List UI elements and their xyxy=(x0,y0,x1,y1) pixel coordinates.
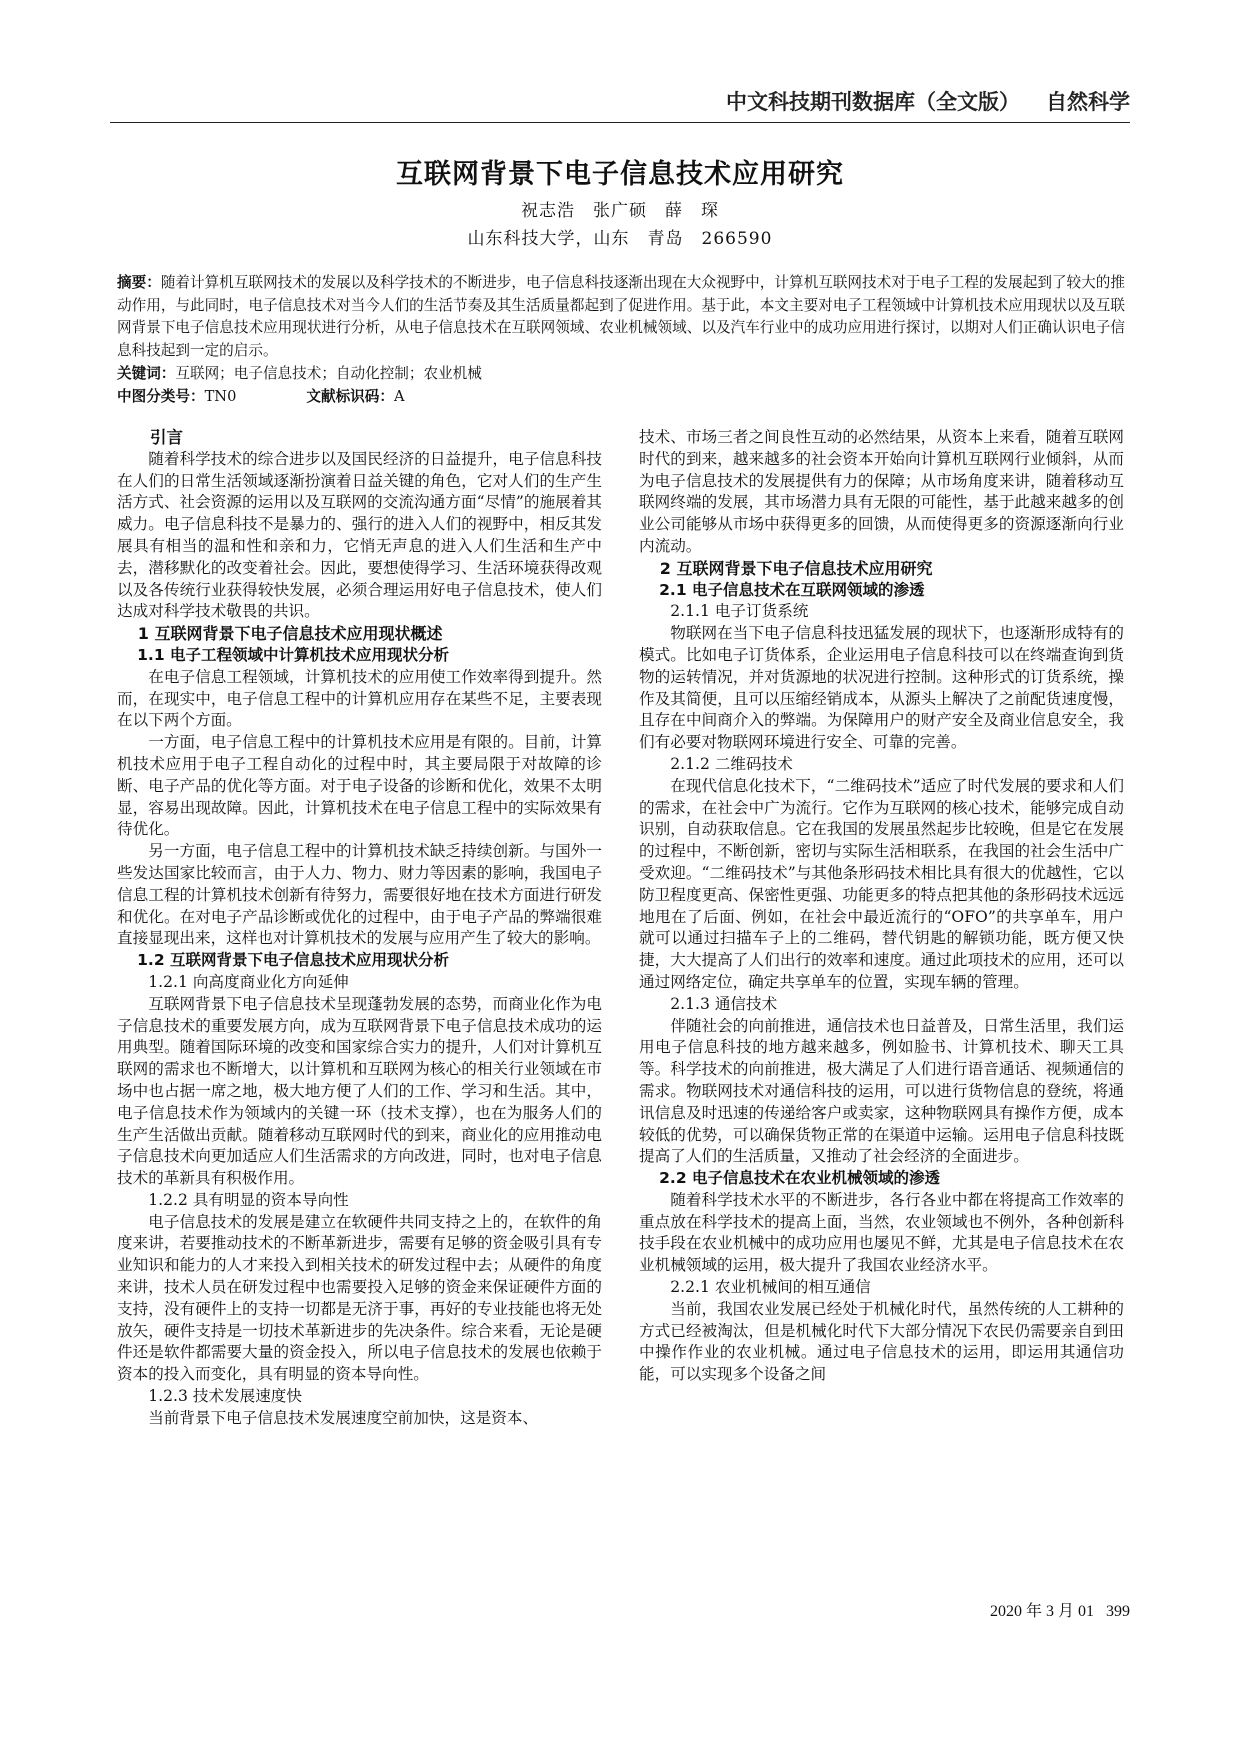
paragraph: 在现代信息化技术下，“二维码技术”适应了时代发展的要求和人们的需求，在社会中广为流行。它作为互联网的核心技术，能够完成自动识别，自动获取信息。它在我国的发展虽然起步比较晚，但是它在发展的过程中，不断创新，密切与实际生活相联系，在我国的社会生活中广受欢迎。“二维码技术”与其他条形码技术相比具有很大的优越性，它以防卫程度更高、保密性更强、功能更多的特点把其他的条形码技术远远地甩在了后面、例如，在社会中最近流行的“OFO”的共享单车，用户就可以通过扫描车子上的二维码，替代钥匙的解锁功能，既方便又快捷，大大提高了人们出行的效率和速度。通过此项技术的应用，还可以通过网络定位，确定共享单车的位置，实现车辆的管理。 xyxy=(639,776,1124,991)
subsubsection-heading: 1.2.1 向高度商业化方向延伸 xyxy=(148,972,349,991)
paragraph: 另一方面，电子信息工程中的计算机技术缺乏持续创新。与国外一些发达国家比较而言，由于人力、物力、财力等因素的影响，我国电子信息工程的计算机技术创新有待努力，需要很好地在技术方面进行研发和优化。在对电子产品诊断或优化的过程中，由于电子产品的弊端很难直接显现出来，这样也对计算机技术的发展与应用产生了较大的影响。 xyxy=(117,842,602,948)
doc-code-label: 文献标识码： xyxy=(306,388,394,405)
subsubsection-heading: 2.2.1 农业机械间的相互通信 xyxy=(670,1278,871,1297)
paragraph: 一方面，电子信息工程中的计算机技术应用是有限的。目前，计算机技术应用于电子工程自动化的过程中时，其主要局限于对故障的诊断、电子产品的优化等方面。对于电子设备的诊断和优化，效果不太明显，容易出现故障。因此，计算机技术在电子信息工程中的实际效果有待优化。 xyxy=(117,733,602,839)
page-footer xyxy=(880,1598,1130,1621)
subsection-heading: 1.1 电子工程领域中计算机技术应用现状分析 xyxy=(137,645,449,664)
clc-label: 中图分类号： xyxy=(117,388,205,405)
paragraph-continued: 技术、市场三者之间良性互动的必然结果，从资本上来看，随着互联网时代的到来，越来越多的社会资本开始向计算机互联网行业倾斜，从而为电子信息技术的发展提供有力的保障；从市场角度来讲，随着移动互联网终端的发展，其市场潜力具有无限的可能性，基于此越来越多的创业公司能够从市场中获得更多的回馈，从而使得更多的资源逐渐向行业内流动。 xyxy=(639,428,1124,555)
paragraph: 当前背景下电子信息技术发展速度空前加快，这是资本、 xyxy=(148,1408,539,1427)
subsubsection-heading: 2.1.1 电子订货系统 xyxy=(670,602,809,621)
page-number: 399 xyxy=(1106,1603,1130,1620)
subsection-heading: 2.1 电子信息技术在互联网领域的渗透 xyxy=(659,580,925,599)
running-header xyxy=(110,82,1130,123)
section-heading: 1 互联网背景下电子信息技术应用现状概述 xyxy=(137,624,443,644)
keywords-label: 关键词： xyxy=(117,365,176,382)
journal-field: 自然科学 xyxy=(1046,90,1130,114)
body-column-left xyxy=(117,427,602,1430)
subsection-heading: 1.2 互联网背景下电子信息技术应用现状分析 xyxy=(137,951,449,970)
section-heading: 2 互联网背景下电子信息技术应用研究 xyxy=(659,558,933,578)
paragraph: 在电子信息工程领域，计算机技术的应用使工作效率得到提升。然而，在现实中，电子信息工程中的计算机应用存在某些不足，主要表现在以下两个方面。 xyxy=(117,667,602,730)
paragraph: 伴随社会的向前推进，通信技术也日益普及，日常生活里，我们运用电子信息科技的地方越来越多，例如脸书、计算机技术、聊天工具等。科学技术的向前推进，极大满足了人们进行语音通话、视频通信的需求。物联网技术对通信科技的运用，可以进行货物信息的登统，将通讯信息及时迅速的传递给客户或卖家，这种物联网具有操作方便，成本较低的优势，可以确保货物正常的在渠道中运输。运用电子信息科技既提高了人们的生活质量，又推动了社会经济的全面进步。 xyxy=(639,1016,1124,1166)
subsubsection-heading: 1.2.3 技术发展速度快 xyxy=(148,1387,302,1406)
section-heading: 引言 xyxy=(150,428,183,447)
paragraph: 物联网在当下电子信息科技迅猛发展的现状下，也逐渐形成特有的模式。比如电子订货体系，企业运用电子信息科技可以在终端查询到货物的运转情况，并对货源地的状况进行控制。这种形式的订货系统，操作及其简便，且可以压缩经销成本，从源头上解决了之前配货速度慢，且存在中间商介入的弊端。为保障用户的财产安全及商业信息安全，我们有必要对物联网环境进行安全、可靠的完善。 xyxy=(639,624,1124,752)
paragraph: 随着科学技术的综合进步以及国民经济的日益提升，电子信息科技在人们的日常生活领域逐渐扮演着日益关键的角色，它对人们的生产生活方式、社会资源的运用以及互联网的交流沟通方面“尽情”的施展着其威力。电子信息科技不是暴力的、强行的进入人们的视野中，相反其发展具有相当的温和性和亲和力，它悄无声息的进入人们生活和生产中去，潜移默化的改变着社会。因此，要想使得学习、生活环境获得改观以及各传统行业获得较快发展，必须合理运用好电子信息技术，使人们达成对科学技术敬畏的共识。 xyxy=(117,449,602,621)
abstract-label: 摘要： xyxy=(117,274,161,291)
subsubsection-heading: 2.1.2 二维码技术 xyxy=(670,754,793,773)
keywords xyxy=(117,363,1125,385)
paper-authors: 祝志浩 张广硕 薛 琛 xyxy=(521,201,719,221)
paragraph: 随着科学技术水平的不断进步，各行各业中都在将提高工作效率的重点放在科学技术的提高上面，当然，农业领域也不例外，各种创新科技手段在农业机械中的成功应用也屡见不鲜，尤其是电子信息技术在农业机械领域的运用，极大提升了我国农业经济水平。 xyxy=(639,1190,1124,1275)
classification xyxy=(117,386,1125,408)
abstract xyxy=(117,272,1125,362)
journal-name: 中文科技期刊数据库（全文版） xyxy=(726,90,1020,114)
keywords-text: 互联网；电子信息技术；自动化控制；农业机械 xyxy=(175,365,482,382)
subsubsection-heading: 1.2.2 具有明显的资本导向性 xyxy=(148,1190,349,1209)
subsection-heading: 2.2 电子信息技术在农业机械领域的渗透 xyxy=(659,1169,940,1188)
abstract-text: 随着计算机互联网技术的发展以及科学技术的不断进步，电子信息科技逐渐出现在大众视野中，计算机互联网技术对于电子工程的发展起到了较大的推动作用，与此同时，电子信息技术对当今人们的生活节奏及其生活质量都起到了促进作用。基于此，本文主要对电子工程领域中计算机技术应用现状以及互联网背景下电子信息技术应用现状进行分析，从电子信息技术在互联网领域、农业机械领域、以及汽车行业中的成功应用进行探讨，以期对人们正确认识电子信息科技起到一定的启示。 xyxy=(117,274,1125,359)
subsubsection-heading: 2.1.3 通信技术 xyxy=(670,994,778,1013)
issue-date: 2020 年 3 月 01 xyxy=(989,1603,1094,1620)
paragraph: 互联网背景下电子信息技术呈现蓬勃发展的态势，而商业化作为电子信息技术的重要发展方向，成为互联网背景下电子信息技术成功的运用典型。随着国际环境的改变和国家综合实力的提升，人们对计算机互联网的需求也不断增大，以计算机和互联网为核心的相关行业领域在市场中也占据一席之地，极大地方便了人们的工作、学习和生活。其中，电子信息技术作为领域内的关键一环（技术支撑），也在为服务人们的生产生活做出贡献。随着移动互联网时代的到来，商业化的应用推动电子信息技术向更加适应人们生活需求的方向改进，同时，也对电子信息技术的革新具有积极作用。 xyxy=(117,994,602,1188)
paper-title: 互联网背景下电子信息技术应用研究 xyxy=(396,159,844,190)
paragraph: 当前，我国农业发展已经处于机械化时代，虽然传统的人工耕种的方式已经被淘汰，但是机械化时代下大部分情况下农民仍需要亲自到田中操作作业的农业机械。通过电子信息技术的运用，即运用其通信功能，可以实现多个设备之间 xyxy=(639,1299,1124,1384)
paragraph: 电子信息技术的发展是建立在软硬件共同支持之上的，在软件的角度来讲，若要推动技术的不断革新进步，需要有足够的资金吸引具有专业知识和能力的人才来投入到相关技术的研发过程中去；从硬件的角度来讲，技术人员在研发过程中也需要投入足够的资金来保证硬件方面的支持，没有硬件上的支持一切都是无济于事，再好的专业技能也将无处放矢，硬件支持是一切技术革新进步的先决条件。综合来看，无论是硬件还是软件都需要大量的资金投入，所以电子信息技术的发展也依赖于资本的投入而变化，具有明显的资本导向性。 xyxy=(117,1212,602,1384)
paper-affiliation: 山东科技大学，山东 青岛 266590 xyxy=(467,229,773,249)
body-column-right xyxy=(639,427,1124,1386)
clc-value: TN0 xyxy=(204,388,237,405)
doc-code-value: A xyxy=(393,388,405,405)
